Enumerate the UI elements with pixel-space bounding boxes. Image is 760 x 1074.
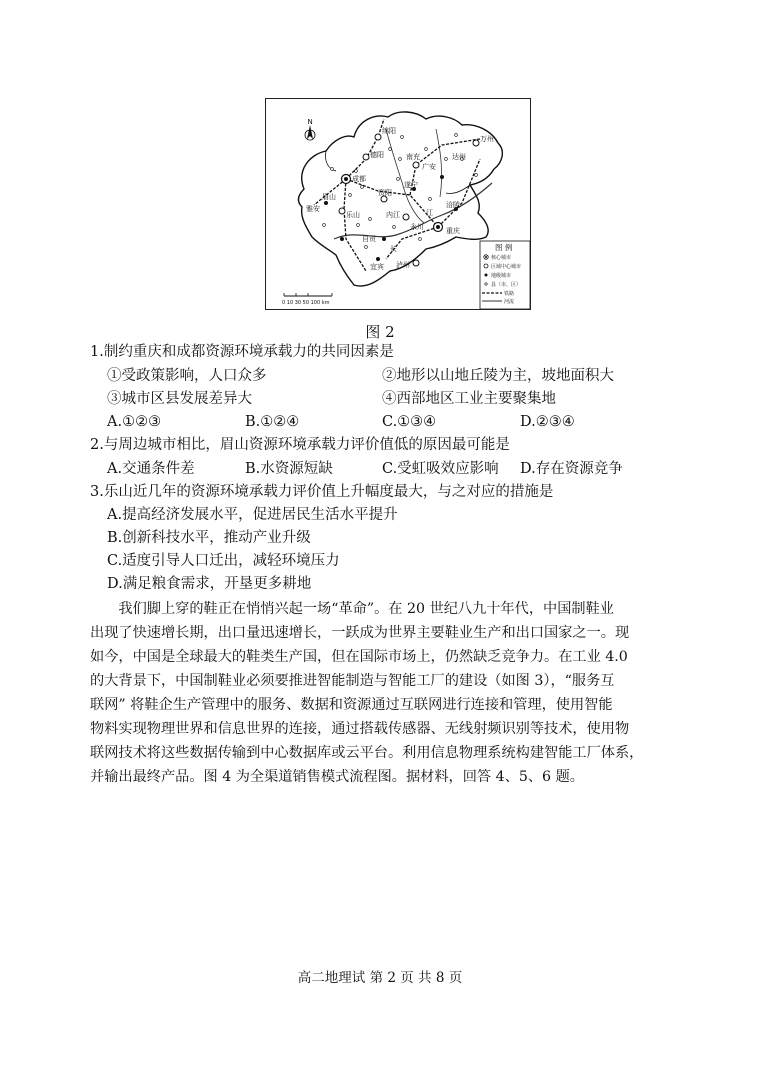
- city-label: 乐山: [346, 211, 360, 219]
- map-figure: [265, 98, 531, 310]
- question-2-option-a: A.交通条件差: [107, 461, 195, 477]
- scale-bar: [282, 293, 332, 306]
- regional-city-marker: [403, 214, 409, 220]
- city-label: 眉山: [322, 193, 336, 201]
- city-label: 绵阳: [382, 127, 396, 135]
- core-city-marker: [436, 225, 440, 229]
- prefecture-city-marker: [376, 257, 380, 261]
- city-label: 达州: [452, 153, 466, 161]
- page-footer: 高二地理试 第 2 页 共 8 页: [297, 970, 463, 986]
- passage-line: 物料实现物理世界和信息世界的连接，通过搭载传感器、无线射频识别等技术，使用物: [90, 721, 630, 737]
- passage-line: 联网技术将这些数据传输到中心数据库或云平台。利用信息物理系统构建智能工厂体系，: [90, 745, 644, 761]
- regional-city-marker: [473, 140, 479, 146]
- question-1-item: ①受政策影响，人口众多: [107, 368, 267, 384]
- passage-line: 我们脚上穿的鞋正在悄悄兴起一场“革命”。在 20 世纪八九十年代，中国制鞋业: [90, 601, 614, 617]
- legend-item: 县（市、区）: [491, 282, 522, 288]
- legend-item: 河流: [504, 299, 515, 305]
- question-1-option-c: C.①③④: [382, 414, 437, 430]
- map-legend: [480, 241, 530, 309]
- city-label: 涪陵: [446, 201, 460, 209]
- core-city-marker: [344, 177, 348, 181]
- city-label: 成都: [352, 175, 366, 183]
- question-1-item: ②地形以山地丘陵为主，坡地面积大: [382, 368, 614, 384]
- question-3-stem: 3.乐山近几年的资源环境承载力评价值上升幅度最大，与之对应的措施是: [90, 484, 554, 500]
- city-label: 宜宾: [370, 263, 384, 271]
- prefecture-city-marker: [340, 237, 344, 241]
- prefecture-city-marker: [440, 175, 444, 179]
- question-1-item: ④西部地区工业主要聚集地: [382, 391, 556, 407]
- city-label: 德阳: [370, 151, 384, 159]
- city-label: 永川: [410, 223, 424, 231]
- city-label: 江: [426, 209, 433, 217]
- city-label: 雅安: [306, 205, 320, 213]
- regional-city-marker: [339, 208, 345, 214]
- legend-title: 图 例: [495, 243, 513, 252]
- passage-line: 联网” 将鞋企生产管理中的服务、数据和资源通过互联网进行连接和管理，使用智能: [90, 697, 613, 713]
- question-3-option-d: D.满足粮食需求，开垦更多耕地: [107, 576, 312, 592]
- city-label: 广安: [422, 163, 436, 171]
- question-2-option-c: C.受虹吸效应影响: [382, 461, 499, 477]
- question-1-option-d: D.②③④: [520, 414, 575, 430]
- city-label: 泸州: [396, 261, 410, 269]
- city-label: 重庆: [446, 227, 460, 235]
- city-label: 资阳: [378, 189, 392, 197]
- city-label: 自贡: [362, 235, 376, 243]
- legend-item: 铁路: [504, 291, 515, 297]
- question-2-option-d: D.存在资源竞争: [520, 461, 623, 477]
- north-arrow-icon: [305, 118, 315, 140]
- city-label: 南充: [406, 153, 420, 161]
- question-3-option-c: C.适度引导人口迁出，减轻环境压力: [107, 553, 340, 569]
- legend-item: 地级城市: [491, 273, 512, 279]
- city-label: 万州: [480, 135, 494, 143]
- passage-line: 并输出最终产品。图 4 为全渠道销售模式流程图。据材料，回答 4、5、6 题。: [90, 769, 584, 785]
- map-svg: [266, 99, 531, 310]
- city-label: 长: [390, 245, 397, 253]
- question-1-option-b: B.①②④: [245, 414, 300, 430]
- question-1-item: ③城市区县发展差异大: [107, 391, 252, 407]
- regional-city-marker: [375, 134, 381, 140]
- scale-label: 0 10 30 50 100 km: [282, 300, 330, 306]
- question-3-option-b: B.创新科技水平，推动产业升级: [107, 530, 311, 546]
- regional-city-marker: [413, 260, 419, 266]
- question-2-option-b: B.水资源短缺: [245, 461, 333, 477]
- passage-line: 的大背景下，中国制鞋业必须要推进智能制造与智能工厂的建设（如图 3），“服务互: [90, 673, 615, 689]
- question-1-stem: 1.制约重庆和成都资源环境承载力的共同因素是: [90, 344, 394, 360]
- prefecture-city-marker: [382, 237, 386, 241]
- question-2-stem: 2.与周边城市相比，眉山资源环境承载力评价值低的原因最可能是: [90, 437, 510, 453]
- regional-city-marker: [363, 154, 369, 160]
- regional-city-marker: [413, 162, 419, 168]
- figure-caption: 图 2: [365, 323, 395, 341]
- legend-item: 区域中心城市: [491, 264, 522, 270]
- legend-item: 核心城市: [491, 255, 512, 261]
- prefecture-city-marker: [324, 201, 328, 205]
- question-1-option-a: A.①②③: [107, 414, 162, 430]
- svg-text:N: N: [307, 118, 313, 126]
- question-3-option-a: A.提高经济发展水平，促进居民生活水平提升: [107, 507, 398, 523]
- city-label: 内江: [386, 211, 400, 219]
- city-label: 遂宁: [404, 181, 418, 189]
- passage-line: 出现了快速增长期，出口量迅速增长，一跃成为世界主要鞋业生产和出口国家之一。现: [90, 625, 630, 641]
- passage-line: 如今，中国是全球最大的鞋类生产国，但在国际市场上，仍然缺乏竞争力。在工业 4.0: [90, 649, 628, 665]
